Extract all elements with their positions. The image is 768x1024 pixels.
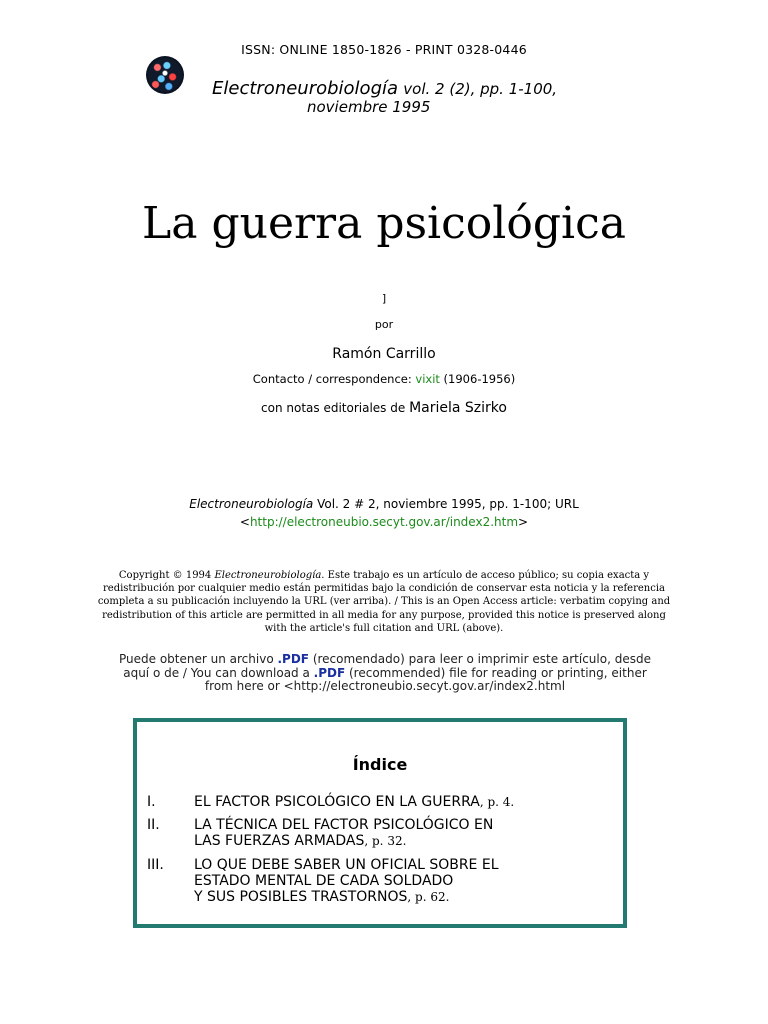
journal-name: Electroneurobiología	[212, 78, 399, 99]
editors-name: Mariela Szirko	[409, 400, 507, 416]
url-close-bracket: >	[518, 515, 529, 529]
citation-line	[0, 497, 768, 511]
journal-logo-icon	[146, 56, 184, 94]
copyright-journal: Electroneurobiología	[214, 570, 322, 581]
copyright-prefix: Copyright © 1994	[118, 570, 215, 581]
index-item[interactable]	[147, 794, 613, 810]
copyright-notice	[92, 569, 676, 635]
citation-journal: Electroneurobiología	[189, 497, 314, 511]
index-item-number: II.	[147, 817, 160, 834]
index-item-text	[194, 857, 613, 906]
editors-line	[0, 400, 768, 416]
index-list	[147, 794, 613, 912]
author-name: Ramón Carrillo	[332, 346, 436, 362]
citation-url-link[interactable]: http://electroneubio.secyt.gov.ar/index2.htm	[249, 515, 519, 529]
index-item-number: I.	[147, 794, 156, 810]
citation-details: Vol. 2 # 2, noviembre 1995, pp. 1-100; URL	[313, 497, 579, 511]
citation-url-line	[0, 515, 768, 529]
contact-years: (1906-1956)	[439, 372, 516, 386]
index-item-title: LO QUE DEBE SABER UN OFICIAL SOBRE EL	[194, 856, 499, 873]
contact-line	[0, 372, 768, 386]
index-item-text	[194, 817, 613, 849]
index-item-title: EL FACTOR PSICOLÓGICO EN LA GUERRA	[194, 794, 480, 810]
editors-prefix: con notas editoriales de	[261, 401, 410, 415]
index-item[interactable]	[147, 857, 613, 906]
issn-line: ISSN: ONLINE 1850-1826 - PRINT 0328-0446	[241, 42, 527, 57]
index-box	[133, 718, 627, 928]
pdf-link-2[interactable]: .PDF	[313, 665, 346, 680]
index-item-title: LA TÉCNICA DEL FACTOR PSICOLÓGICO EN	[194, 817, 494, 834]
index-item[interactable]	[147, 817, 613, 849]
index-item-title: ESTADO MENTAL DE CADA SOLDADO	[194, 872, 454, 889]
download-text-2: (recomendado) para leer o imprimir este artículo, desde aquí o de / You can download a	[123, 652, 651, 680]
article-title: La guerra psicológica	[142, 198, 626, 249]
url-open-bracket: <	[239, 515, 250, 529]
index-title: Índice	[352, 755, 408, 774]
index-item-page: , p. 62.	[407, 890, 450, 905]
download-notice	[110, 653, 660, 694]
pdf-link-1[interactable]: .PDF	[277, 652, 309, 666]
by-label: por	[374, 318, 394, 331]
bracket-mark: ]	[381, 292, 387, 305]
index-item-page: , p. 4.	[479, 795, 515, 809]
download-text-3: (recommended) file for reading or printing, either from here or <http://electroneubio.secyt.gov.ar/index2.html	[204, 665, 647, 694]
journal-date: noviembre 1995	[307, 98, 431, 116]
index-item-title: Y SUS POSIBLES TRASTORNOS	[194, 889, 408, 906]
contact-link[interactable]: vixit	[415, 372, 440, 386]
index-item-text	[194, 794, 613, 810]
index-item-page: , p. 32.	[364, 834, 407, 849]
journal-line	[212, 78, 557, 99]
download-text-1: Puede obtener un archivo	[119, 652, 278, 666]
index-item-number: III.	[147, 856, 164, 873]
copyright-text: . Este trabajo es un artículo de acceso público; su copia exacta y redistribución por cualquier medio están permitidas bajo la condición de conservar esta noticia y la referencia completa a su publicación incluyendo la URL (ver arriba). / This is an Open Access article: verbatim copying and redistribution of this article are permitted in all media for any purpose, provided this notice is preserved along with the article's full citation and URL (above).	[97, 570, 671, 634]
contact-label: Contacto / correspondence:	[252, 372, 416, 386]
journal-volume: vol. 2 (2), pp. 1-100,	[403, 80, 558, 98]
index-item-title: LAS FUERZAS ARMADAS	[194, 833, 365, 850]
